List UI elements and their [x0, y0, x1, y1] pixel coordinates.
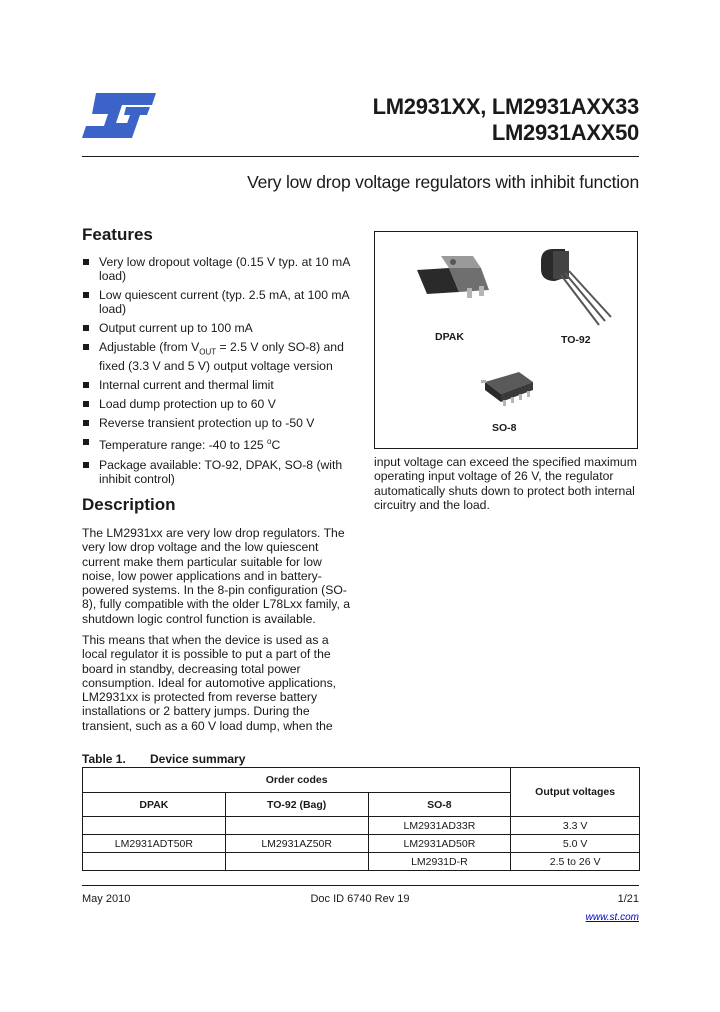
to92-package-image — [537, 247, 615, 329]
table-cell: LM2931AD33R — [368, 817, 511, 835]
table-cell: LM2931D-R — [368, 853, 511, 871]
feature-item: Temperature range: -40 to 125 $^o$C — [82, 435, 367, 452]
dpak-package-image — [413, 252, 489, 304]
table-cell: 5.0 V — [511, 835, 640, 853]
table-cell — [83, 817, 226, 835]
bullet-icon — [83, 462, 89, 468]
feature-item: Very low dropout voltage (0.15 V typ. at 10 mA load) — [82, 255, 367, 283]
table-row — [83, 835, 640, 853]
table-cell — [83, 853, 226, 871]
footer-page-number: 1/21 — [617, 893, 639, 905]
table-header-row — [83, 768, 640, 793]
table-cell: LM2931AZ50R — [225, 835, 368, 853]
package-images-box — [374, 231, 638, 449]
table-row — [83, 853, 640, 871]
bullet-icon — [83, 439, 89, 445]
feature-item: Internal current and thermal limit — [82, 378, 367, 392]
footer-divider — [82, 885, 639, 886]
features-heading: Features — [82, 225, 153, 244]
bullet-icon — [83, 344, 89, 350]
feature-item: Load dump protection up to 60 V — [82, 397, 367, 411]
bullet-icon — [83, 382, 89, 388]
bullet-icon — [83, 259, 89, 265]
footer-doc-id: Doc ID 6740 Rev 19 — [310, 893, 410, 905]
bullet-icon — [83, 401, 89, 407]
doc-subtitle: Very low drop voltage regulators with inhibit function — [247, 172, 639, 192]
to92-label: TO-92 — [561, 334, 591, 346]
table-cell: LM2931ADT50R — [83, 835, 226, 853]
footer-date: May 2010 — [82, 893, 131, 905]
table-caption — [82, 752, 245, 766]
logo-t-shape — [122, 107, 150, 138]
col-header-so8: SO-8 — [368, 793, 511, 817]
table-cell: 3.3 V — [511, 817, 640, 835]
description-heading: Description — [82, 495, 176, 514]
features-list — [82, 255, 367, 491]
feature-item: Output current up to 100 mA — [82, 321, 367, 335]
doc-title-line2: LM2931AXX50 — [491, 120, 639, 145]
bullet-icon — [83, 292, 89, 298]
table-cell: LM2931AD50R — [368, 835, 511, 853]
bullet-icon — [83, 420, 89, 426]
dpak-label: DPAK — [435, 331, 464, 343]
device-summary-table — [82, 767, 640, 871]
so8-label: SO-8 — [492, 422, 517, 434]
table-row — [83, 817, 640, 835]
feature-item: Package available: TO-92, DPAK, SO-8 (with inhibit control) — [82, 458, 367, 486]
feature-item: Low quiescent current (typ. 2.5 mA, at 100 mA load) — [82, 288, 367, 316]
table-title: Device summary — [150, 752, 246, 766]
feature-item: Adjustable (from $V_{OUT} = 2.5$ V only SO-8) and fixed (3.3 V and 5 V) output voltage version — [82, 340, 367, 373]
table-cell — [225, 817, 368, 835]
description-continued: input voltage can exceed the specified maximum operating input voltage of 26 V, the regulator automatically shuts down to protect both internal circuitry and the load. — [374, 455, 637, 512]
st-logo — [82, 93, 156, 138]
col-header-to92: TO-92 (Bag) — [225, 793, 368, 817]
table-cell — [225, 853, 368, 871]
bullet-icon — [83, 325, 89, 331]
feature-item: Reverse transient protection up to -50 V — [82, 416, 367, 430]
description-paragraph-1: The LM2931xx are very low drop regulators. The very low drop voltage and the low quiescent current make them particular suitable for low noise, low power applications and in battery-powered systems. In the 8-pin configuration (SO-8), fully compatible with the older L78Lxx family, a shutdown logic control function is available. — [82, 526, 351, 626]
output-voltages-header: Output voltages — [511, 768, 640, 817]
table-number: Table 1. — [82, 752, 126, 766]
doc-title-line1: LM2931XX, LM2931AXX33 — [372, 94, 639, 119]
so8-package-image — [479, 362, 539, 410]
order-codes-header: Order codes — [83, 768, 511, 793]
description-paragraph-2: This means that when the device is used as a local regulator it is possible to put a part of the board in standby, decreasing total power consumption. Ideal for automotive applications, LM2931xx is protected from reverse battery installations or 2 battery jumps. During the transient, such as a 60 V load dump, when the — [82, 633, 337, 733]
table-cell: 2.5 to 26 V — [511, 853, 640, 871]
header-divider — [82, 156, 639, 157]
logo-s-shape — [82, 93, 156, 138]
footer-website-link[interactable]: www.st.com — [585, 912, 639, 923]
col-header-dpak: DPAK — [83, 793, 226, 817]
